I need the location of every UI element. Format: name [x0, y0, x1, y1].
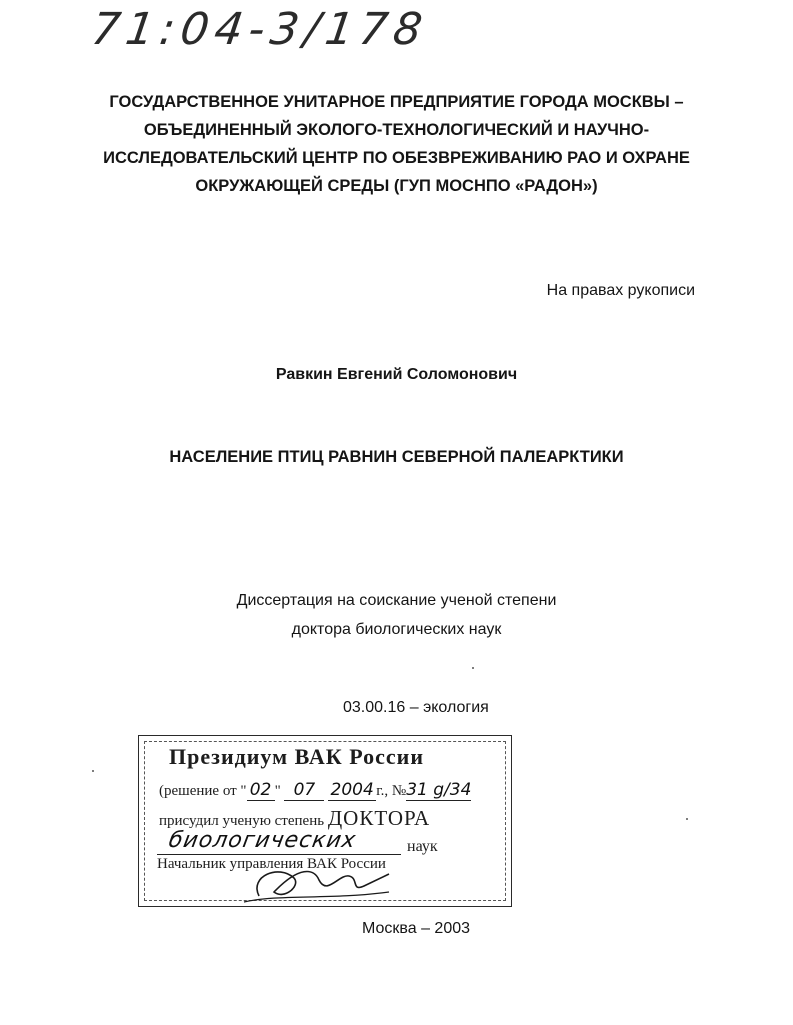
organization-header: [60, 88, 733, 200]
stamp-month: 07: [284, 780, 324, 801]
scan-speck: [686, 818, 688, 820]
signature-icon: [239, 856, 399, 908]
degree-description: [0, 586, 793, 644]
organization-line-4: ОКРУЖАЮЩЕЙ СРЕДЫ (ГУП МОСНПО «РАДОН»): [195, 177, 598, 195]
handwritten-archive-code: 71:04-3/178: [88, 4, 432, 55]
stamp-field-handwritten: биологических: [166, 828, 359, 853]
stamp-year: 2004: [328, 780, 376, 801]
specialty-code: 03.00.16 – экология: [343, 699, 489, 716]
scan-speck: [92, 770, 94, 772]
stamp-field-suffix: наук: [407, 838, 438, 855]
city-year: Москва – 2003: [362, 920, 471, 937]
stamp-day: 02: [247, 780, 275, 801]
rights-note: На правах рукописи: [546, 282, 695, 299]
stamp-title: Президиум ВАК России: [169, 744, 425, 769]
stamp-number: 31 g/34: [406, 780, 472, 800]
organization-line-2: ОБЪЕДИНЕННЫЙ ЭКОЛОГО-ТЕХНОЛОГИЧЕСКИЙ И НАУЧНО-: [143, 121, 650, 139]
organization-line-1: ГОСУДАРСТВЕННОЕ УНИТАРНОЕ ПРЕДПРИЯТИЕ ГОРОДА МОСКВЫ –: [109, 93, 684, 111]
degree-line-2: доктора биологических наук: [291, 621, 502, 638]
stamp-year-suffix: г., №: [376, 783, 407, 799]
vak-stamp: [138, 735, 512, 907]
scan-speck: [472, 667, 474, 669]
stamp-awarded-prefix: присудил ученую степень: [159, 813, 325, 829]
stamp-chief-line: Начальник управления ВАК России: [157, 856, 386, 872]
stamp-degree: ДОКТОРА: [327, 806, 431, 830]
dissertation-title: НАСЕЛЕНИЕ ПТИЦ РАВНИН СЕВЕРНОЙ ПАЛЕАРКТИКИ: [169, 448, 624, 466]
stamp-field-underline: [157, 854, 401, 855]
degree-line-1: Диссертация на соискание ученой степени: [236, 592, 557, 609]
stamp-decision-prefix: (решение от ": [159, 783, 247, 799]
stamp-decision-line: (решение от " 02 " 07 2004 г., №31 g/34: [159, 780, 472, 800]
organization-line-3: ИССЛЕДОВАТЕЛЬСКИЙ ЦЕНТР ПО ОБЕЗВРЕЖИВАНИЮ РАО И ОХРАНЕ: [103, 149, 690, 167]
author-name: Равкин Евгений Соломонович: [275, 366, 518, 383]
